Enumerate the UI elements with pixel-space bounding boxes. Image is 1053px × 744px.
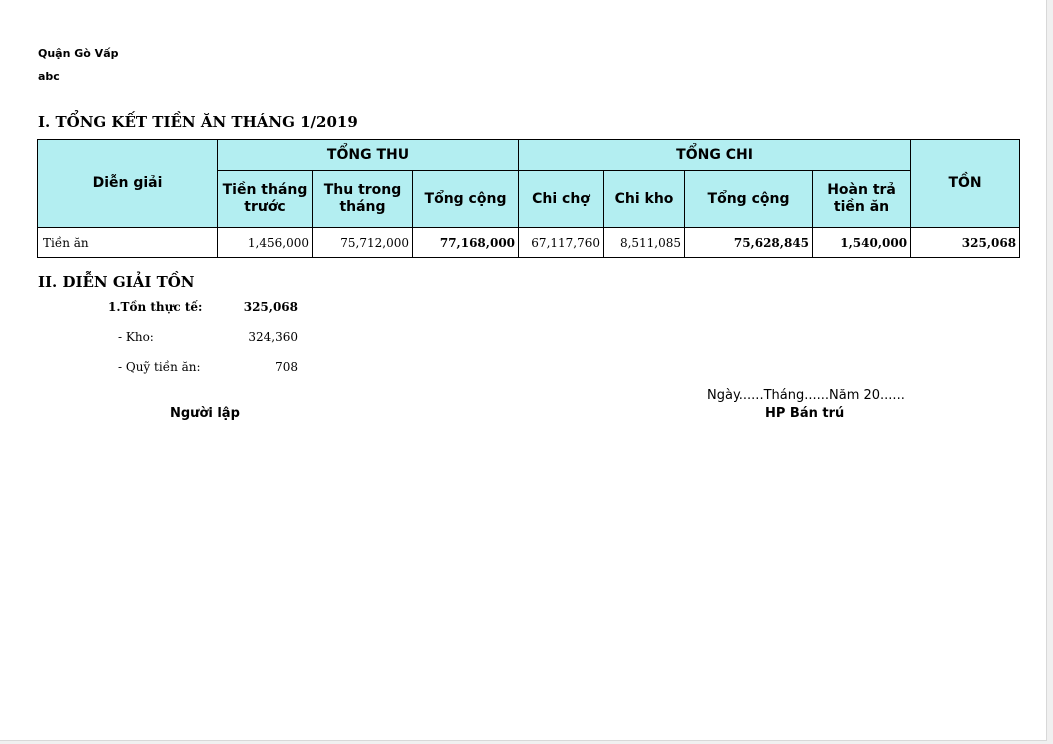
cell-previous-month: 1,456,000	[218, 228, 313, 258]
actual-balance-value: 325,068	[243, 300, 298, 314]
section2-title: II. DIỄN GIẢI TỒN	[38, 273, 195, 291]
header-income-in-month: Thu trong tháng	[313, 171, 413, 228]
header-refund: Hoàn trả tiền ăn	[813, 171, 911, 228]
storage-value: 324,360	[248, 330, 298, 344]
summary-table	[37, 139, 1020, 258]
header-income-total: Tổng cộng	[413, 171, 519, 228]
header-total-expense: TỔNG CHI	[519, 140, 911, 171]
storage-label: - Kho:	[118, 330, 154, 344]
approver-label: HP Bán trú	[765, 406, 845, 421]
section1-title: I. TỔNG KẾT TIỀN ĂN THÁNG 1/2019	[38, 113, 358, 131]
district-name: Quận Gò Vấp	[38, 47, 119, 60]
cell-refund: 1,540,000	[813, 228, 911, 258]
cell-market-expense: 67,117,760	[519, 228, 604, 258]
meal-fund-label: - Quỹ tiền ăn:	[118, 360, 201, 374]
row-label: Tiền ăn	[38, 228, 218, 258]
header-balance: TỒN	[911, 140, 1020, 228]
header-storage-expense: Chi kho	[604, 171, 685, 228]
header-description: Diễn giải	[38, 140, 218, 228]
actual-balance-label: 1.Tồn thực tế:	[108, 300, 203, 314]
date-line: Ngày......Tháng......Năm 20......	[707, 388, 905, 403]
school-name: abc	[38, 70, 60, 83]
cell-balance: 325,068	[911, 228, 1020, 258]
header-market-expense: Chi chợ	[519, 171, 604, 228]
preparer-label: Người lập	[170, 406, 240, 421]
header-previous-month: Tiền tháng trước	[218, 171, 313, 228]
header-total-income: TỔNG THU	[218, 140, 519, 171]
header-expense-total: Tổng cộng	[685, 171, 813, 228]
cell-storage-expense: 8,511,085	[604, 228, 685, 258]
cell-expense-total: 75,628,845	[685, 228, 813, 258]
table-row	[38, 228, 1020, 258]
meal-fund-value: 708	[275, 360, 298, 374]
cell-income-in-month: 75,712,000	[313, 228, 413, 258]
cell-income-total: 77,168,000	[413, 228, 519, 258]
